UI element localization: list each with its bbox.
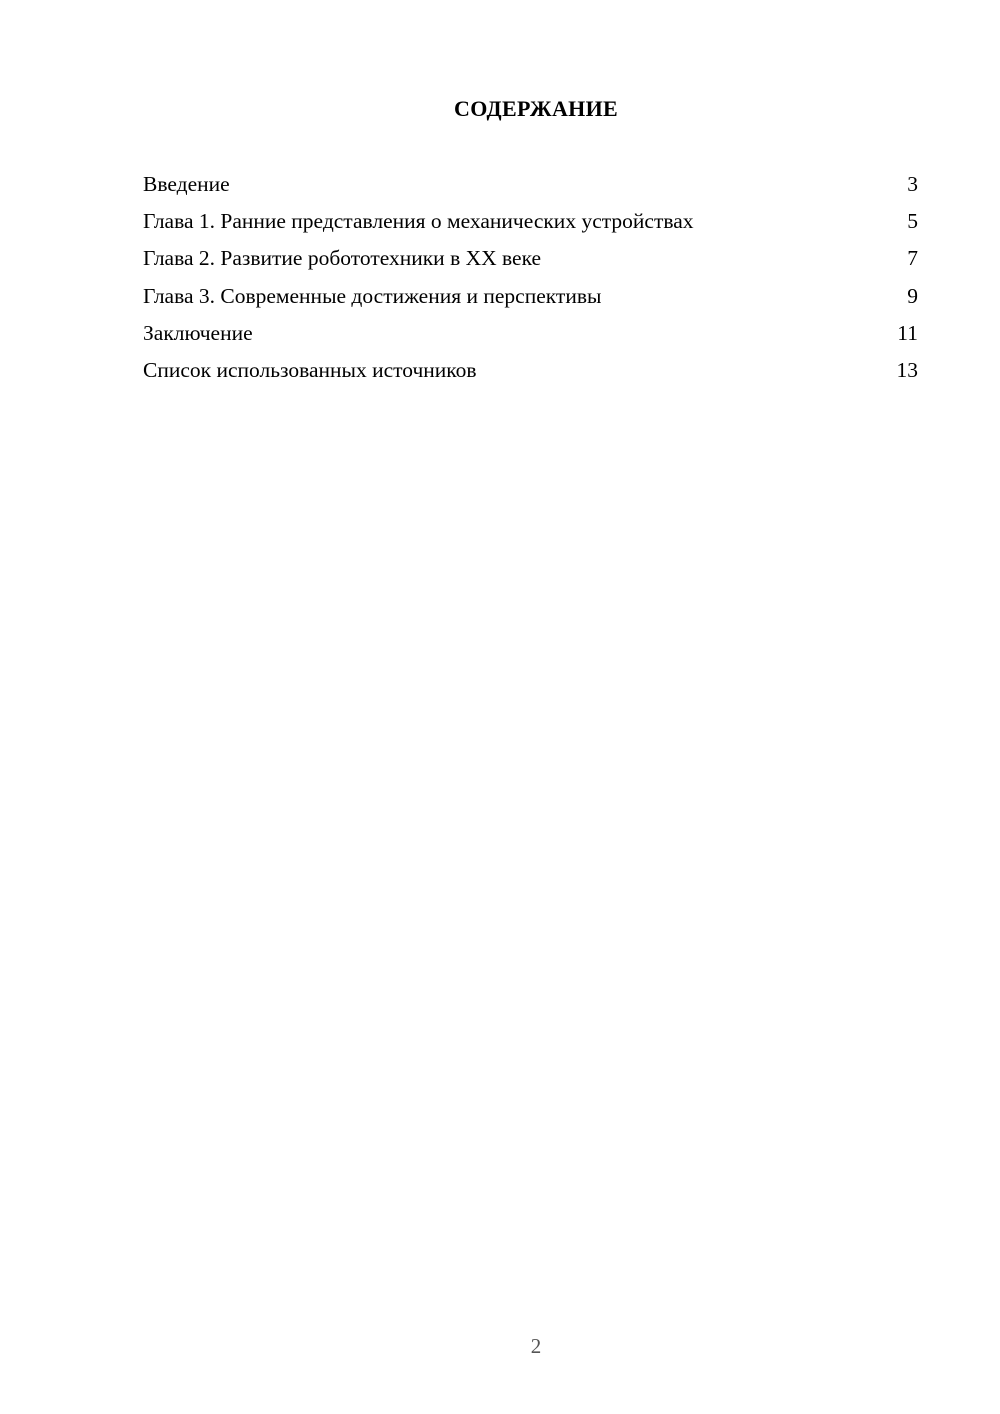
- toc-entry-conclusion: [143, 317, 918, 354]
- toc-entry-page: 11: [897, 320, 918, 345]
- toc-entry-page: 9: [907, 283, 918, 308]
- toc-entry-label: Глава 2. Развитие робототехники в XX веке: [143, 246, 542, 271]
- toc-title: СОДЕРЖАНИЕ: [454, 96, 618, 121]
- toc-entry-page: 13: [896, 357, 918, 382]
- toc-entry-introduction: [143, 168, 918, 205]
- toc-entry-chapter-2: [143, 242, 918, 279]
- toc-entry-page: 3: [907, 172, 918, 196]
- page-number: 2: [530, 1334, 542, 1358]
- toc-entry-label: Глава 1. Ранние представления о механических устройствах: [143, 209, 694, 234]
- toc-entry-references: [143, 354, 918, 391]
- toc-entry-page: 7: [907, 246, 918, 271]
- toc-entry-label: Список использованных источников: [143, 357, 477, 382]
- table-of-contents: [143, 168, 918, 391]
- toc-entry-page: 5: [907, 209, 918, 234]
- toc-entry-label: Заключение: [143, 320, 253, 345]
- toc-entry-chapter-1: [143, 205, 918, 242]
- toc-entry-label: Глава 3. Современные достижения и перспективы: [143, 283, 602, 308]
- toc-entry-chapter-3: [143, 280, 918, 317]
- toc-entry-label: Введение: [143, 172, 230, 196]
